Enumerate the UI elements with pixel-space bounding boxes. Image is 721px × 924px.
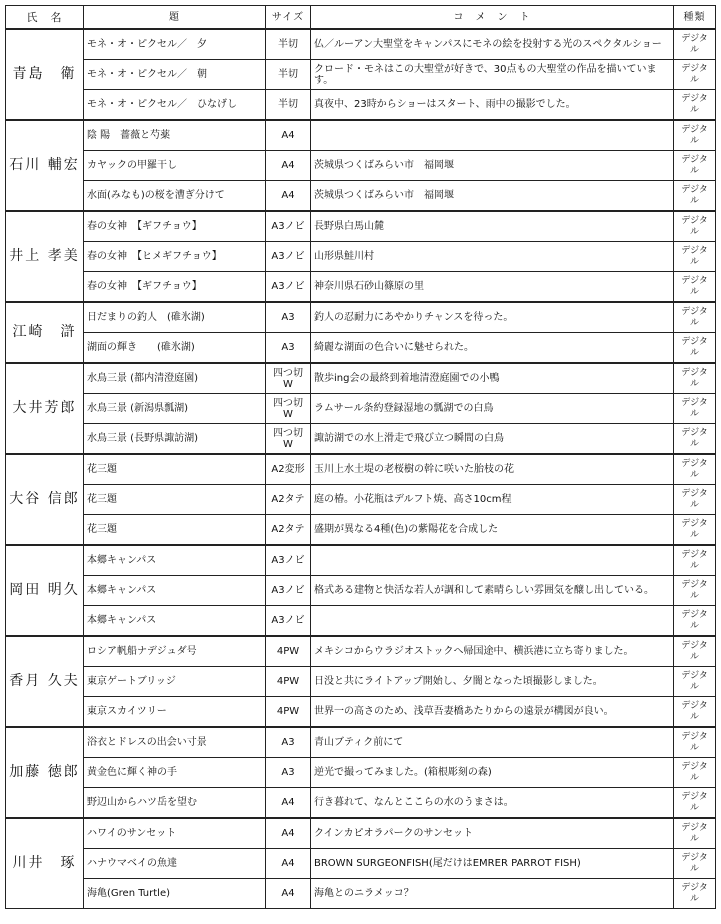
media-kind: デジタル: [674, 211, 716, 242]
work-title: 水面(みなも)の桜を漕ぎ分けて: [84, 181, 266, 212]
work-comment: [311, 120, 674, 151]
print-size: A3ノビ: [266, 272, 311, 303]
table-row: [6, 272, 716, 303]
table-row: [6, 788, 716, 819]
media-kind: デジタル: [674, 606, 716, 637]
work-title: 浴衣とドレスの出会い寸景: [84, 727, 266, 758]
work-title: 日だまりの釣人 (碓氷湖): [84, 302, 266, 333]
print-size: A3: [266, 727, 311, 758]
media-kind: デジタル: [674, 302, 716, 333]
work-title: 水鳥三景 (都内清澄庭園): [84, 363, 266, 394]
table-row: [6, 636, 716, 667]
photographer-name: 岡田 明久: [6, 545, 84, 636]
table-row: [6, 849, 716, 879]
media-kind: デジタル: [674, 151, 716, 181]
print-size: A2変形: [266, 454, 311, 485]
work-comment: 諏訪湖での水上滑走で飛び立つ瞬間の白鳥: [311, 424, 674, 455]
header-row: [6, 6, 716, 30]
print-size: 半切: [266, 90, 311, 121]
table-row: [6, 60, 716, 90]
media-kind: デジタル: [674, 454, 716, 485]
work-title: カヤックの甲羅干し: [84, 151, 266, 181]
print-size: A4: [266, 788, 311, 819]
header-comment: コ メ ン ト: [311, 6, 674, 30]
media-kind: デジタル: [674, 879, 716, 909]
photographer-name: 大井芳郎: [6, 363, 84, 454]
work-title: 本郷キャンパス: [84, 545, 266, 576]
work-title: 春の女神 【ギフチョウ】: [84, 211, 266, 242]
print-size: 半切: [266, 60, 311, 90]
header-title: 題: [84, 6, 266, 30]
work-comment: 青山ブティク前にて: [311, 727, 674, 758]
work-comment: クインカピオラパークのサンセット: [311, 818, 674, 849]
table-row: [6, 181, 716, 212]
work-comment: メキシコからウラジオストックへ帰国途中、横浜港に立ち寄りました。: [311, 636, 674, 667]
work-comment: 茨城県つくばみらい市 福岡堰: [311, 151, 674, 181]
work-title: 本郷キャンパス: [84, 576, 266, 606]
table-row: [6, 545, 716, 576]
work-comment: 格式ある建物と快活な若人が調和して素晴らしい雰囲気を醸し出している。: [311, 576, 674, 606]
media-kind: デジタル: [674, 515, 716, 546]
work-comment: 神奈川県石砂山篠原の里: [311, 272, 674, 303]
work-comment: 庭の椿。小花瓶はデルフト焼、高さ10cm程: [311, 485, 674, 515]
work-comment: 山形県鮭川村: [311, 242, 674, 272]
photographer-name: 青島 衛: [6, 29, 84, 120]
print-size: A4: [266, 181, 311, 212]
print-size: A3ノビ: [266, 576, 311, 606]
print-size: 四つ切W: [266, 363, 311, 394]
photographer-name: 加藤 徳郎: [6, 727, 84, 818]
print-size: A3ノビ: [266, 545, 311, 576]
media-kind: デジタル: [674, 485, 716, 515]
table-row: [6, 606, 716, 637]
table-row: [6, 424, 716, 455]
table-row: [6, 29, 716, 60]
print-size: A4: [266, 849, 311, 879]
work-comment: 海亀とのニラメッコ？: [311, 879, 674, 909]
print-size: A3ノビ: [266, 606, 311, 637]
work-title: モネ・オ・ピクセル／ ひなげし: [84, 90, 266, 121]
work-comment: 綺麗な湖面の色合いに魅せられた。: [311, 333, 674, 364]
work-title: 春の女神 【ヒメギフチョウ】: [84, 242, 266, 272]
media-kind: デジタル: [674, 90, 716, 121]
print-size: A3: [266, 302, 311, 333]
header-size: サイズ: [266, 6, 311, 30]
print-size: A3ノビ: [266, 242, 311, 272]
media-kind: デジタル: [674, 576, 716, 606]
table-row: [6, 120, 716, 151]
work-title: ロシア帆船ナデジュダ号: [84, 636, 266, 667]
work-title: 陰 陽 薔薇と芍薬: [84, 120, 266, 151]
work-comment: BROWN SURGEONFISH(尾だけはEMRER PARROT FISH): [311, 849, 674, 879]
photographer-name: 石川 輔宏: [6, 120, 84, 211]
print-size: A4: [266, 818, 311, 849]
table-row: [6, 758, 716, 788]
table-row: [6, 333, 716, 364]
media-kind: デジタル: [674, 727, 716, 758]
print-size: A4: [266, 120, 311, 151]
table-row: [6, 363, 716, 394]
work-title: 春の女神 【ギフチョウ】: [84, 272, 266, 303]
print-size: A3: [266, 758, 311, 788]
work-comment: [311, 545, 674, 576]
media-kind: デジタル: [674, 667, 716, 697]
table-row: [6, 667, 716, 697]
work-comment: 真夜中、23時からショーはスタート、雨中の撮影でした。: [311, 90, 674, 121]
work-comment: 日没と共にライトアップ開始し、夕闇となった頃撮影しました。: [311, 667, 674, 697]
work-title: 水鳥三景 (新潟県瓢湖): [84, 394, 266, 424]
media-kind: デジタル: [674, 545, 716, 576]
photographer-name: 香月 久夫: [6, 636, 84, 727]
print-size: A4: [266, 151, 311, 181]
print-size: A3ノビ: [266, 211, 311, 242]
print-size: 半切: [266, 29, 311, 60]
work-title: 東京ゲートブリッジ: [84, 667, 266, 697]
print-size: 4PW: [266, 697, 311, 728]
media-kind: デジタル: [674, 120, 716, 151]
media-kind: デジタル: [674, 333, 716, 364]
work-title: モネ・オ・ピクセル／ 朝: [84, 60, 266, 90]
table-body: [6, 29, 716, 909]
work-comment: ラムサール条約登録湿地の瓢湖での白鳥: [311, 394, 674, 424]
work-title: 花三題: [84, 515, 266, 546]
table-row: [6, 302, 716, 333]
print-size: 四つ切W: [266, 394, 311, 424]
work-title: 野辺山からハツ岳を望む: [84, 788, 266, 819]
print-size: A2タテ: [266, 515, 311, 546]
work-title: 黄金色に輝く神の手: [84, 758, 266, 788]
table-row: [6, 485, 716, 515]
work-title: 東京スカイツリー: [84, 697, 266, 728]
work-comment: 盛期が異なる4種(色)の紫陽花を合成した: [311, 515, 674, 546]
media-kind: デジタル: [674, 60, 716, 90]
work-title: 花三題: [84, 454, 266, 485]
work-comment: 世界一の高さのため、浅草吾妻橋あたりからの遠景が構図が良い。: [311, 697, 674, 728]
table-row: [6, 454, 716, 485]
table-row: [6, 242, 716, 272]
table-row: [6, 90, 716, 121]
media-kind: デジタル: [674, 849, 716, 879]
photographer-name: 井上 孝美: [6, 211, 84, 302]
work-comment: 茨城県つくばみらい市 福岡堰: [311, 181, 674, 212]
work-comment: 散歩ing会の最終到着地清澄庭園での小鴨: [311, 363, 674, 394]
exhibit-list-table: [5, 5, 716, 909]
work-title: 花三題: [84, 485, 266, 515]
media-kind: デジタル: [674, 363, 716, 394]
media-kind: デジタル: [674, 758, 716, 788]
table-row: [6, 151, 716, 181]
print-size: 四つ切W: [266, 424, 311, 455]
media-kind: デジタル: [674, 424, 716, 455]
media-kind: デジタル: [674, 636, 716, 667]
table-row: [6, 211, 716, 242]
work-comment: 仏／ルーアン大聖堂をキャンパスにモネの絵を投射する光のスペクタルショー: [311, 29, 674, 60]
work-title: 水鳥三景 (長野県諏訪湖): [84, 424, 266, 455]
work-comment: 行き暮れて、なんとここらの水のうまさは。: [311, 788, 674, 819]
work-comment: 逆光で撮ってみました。(箱根彫刻の森): [311, 758, 674, 788]
media-kind: デジタル: [674, 788, 716, 819]
table-row: [6, 818, 716, 849]
print-size: 4PW: [266, 667, 311, 697]
table-row: [6, 697, 716, 728]
work-title: ハナウマベイの魚達: [84, 849, 266, 879]
print-size: 4PW: [266, 636, 311, 667]
table-row: [6, 576, 716, 606]
table-row: [6, 394, 716, 424]
photographer-name: 江崎 滸: [6, 302, 84, 363]
work-comment: 釣人の忍耐力にあやかりチャンスを待った。: [311, 302, 674, 333]
print-size: A2タテ: [266, 485, 311, 515]
work-comment: クロード・モネはこの大聖堂が好きで、30点もの大聖堂の作品を描いています。: [311, 60, 674, 90]
header-kind: 種類: [674, 6, 716, 30]
media-kind: デジタル: [674, 181, 716, 212]
media-kind: デジタル: [674, 394, 716, 424]
work-title: 海亀(Gren Turtle): [84, 879, 266, 909]
media-kind: デジタル: [674, 242, 716, 272]
table-row: [6, 879, 716, 909]
media-kind: デジタル: [674, 272, 716, 303]
media-kind: デジタル: [674, 818, 716, 849]
media-kind: デジタル: [674, 697, 716, 728]
photographer-name: 大谷 信郎: [6, 454, 84, 545]
print-size: A4: [266, 879, 311, 909]
photographer-name: 川井 琢: [6, 818, 84, 909]
header-name: 氏 名: [6, 6, 84, 30]
table-row: [6, 515, 716, 546]
table-row: [6, 727, 716, 758]
work-comment: 玉川上水土堤の老桜樹の幹に咲いた胎枝の花: [311, 454, 674, 485]
work-comment: 長野県白馬山麓: [311, 211, 674, 242]
work-comment: [311, 606, 674, 637]
work-title: ハワイのサンセット: [84, 818, 266, 849]
media-kind: デジタル: [674, 29, 716, 60]
work-title: モネ・オ・ピクセル／ 夕: [84, 29, 266, 60]
print-size: A3: [266, 333, 311, 364]
work-title: 本郷キャンパス: [84, 606, 266, 637]
work-title: 湖面の輝き (碓氷湖): [84, 333, 266, 364]
